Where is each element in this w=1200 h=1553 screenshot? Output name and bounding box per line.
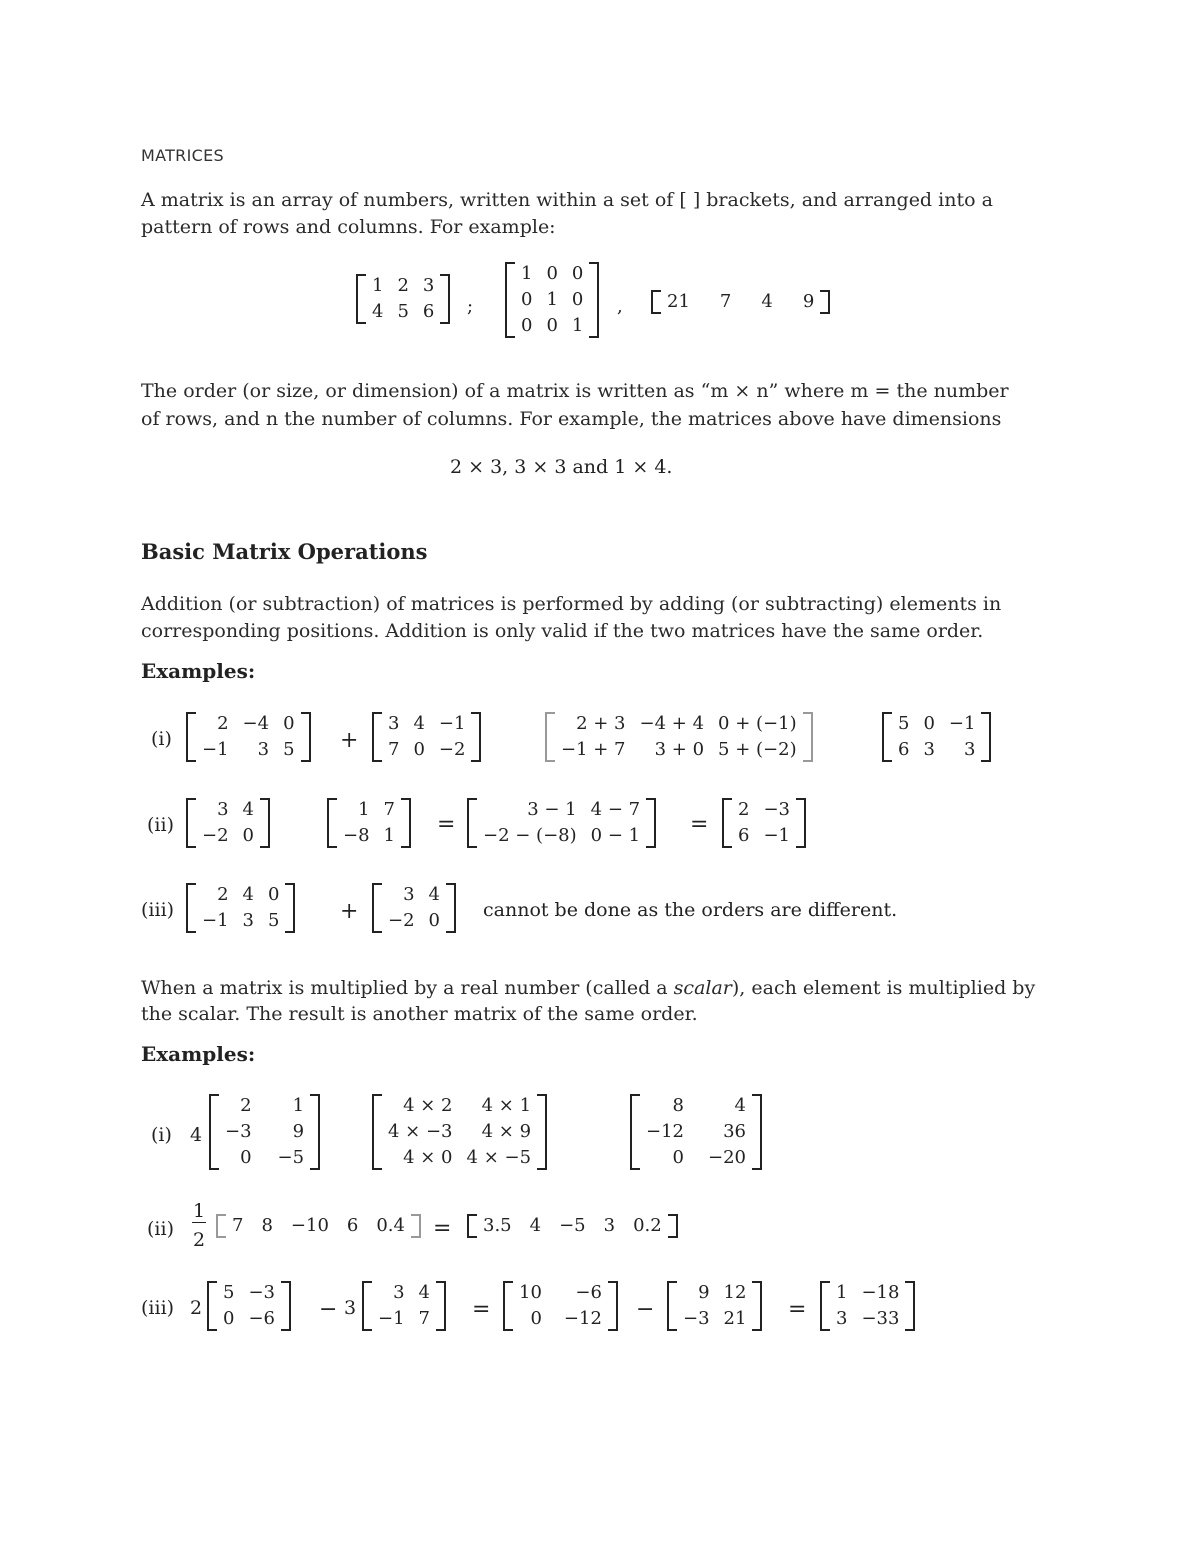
matrix-entry: 8	[672, 1095, 684, 1116]
matrix-entry: 0	[283, 713, 295, 734]
matrix-entry: 4 × −3	[388, 1121, 453, 1142]
matrix-entry: 1	[383, 825, 395, 846]
minus-sign: −	[319, 1297, 338, 1322]
matrix-entry: 0	[428, 910, 440, 931]
matrix-entry: 0	[413, 739, 425, 760]
matrix-entry: 2	[738, 799, 750, 820]
matrix-entry: 4	[418, 1282, 430, 1303]
matrix-entry: −4	[242, 713, 270, 734]
matrix-entries	[382, 883, 446, 933]
matrix-c	[503, 1281, 618, 1331]
right-bracket	[411, 1214, 421, 1238]
right-bracket	[608, 1281, 618, 1331]
matrix-entry: 9	[292, 1121, 305, 1142]
matrix-entry: 5	[283, 739, 295, 760]
matrix-entry: 4 − 7	[590, 799, 641, 820]
left-bracket	[503, 1281, 513, 1331]
addition-line-2: corresponding positions. Addition is only valid if the two matrices have the same order.	[141, 620, 984, 642]
matrix-entries	[382, 712, 471, 762]
matrix-entry: 5	[397, 301, 409, 322]
matrix-entry: −1 + 7	[561, 739, 626, 760]
matrix-entry: 3	[403, 884, 415, 905]
matrix-entries	[337, 798, 401, 848]
left-bracket	[467, 1214, 477, 1238]
left-bracket	[545, 712, 555, 762]
matrix-entry: 4	[761, 291, 773, 312]
right-bracket	[905, 1281, 915, 1331]
matrix-b	[362, 1281, 446, 1331]
matrix-entry: −3	[248, 1282, 275, 1303]
matrix-entry: 0	[240, 1147, 252, 1168]
matrix-entry: 3	[964, 739, 976, 760]
matrix-entries	[677, 1281, 752, 1331]
plus-sign: +	[340, 728, 359, 753]
left-bracket	[651, 290, 661, 314]
addition-line-1: Addition (or subtraction) of matrices is performed by adding (or subtracting) elements in	[141, 593, 1002, 615]
right-bracket	[820, 290, 830, 314]
matrix-entry: −33	[861, 1308, 900, 1329]
matrix-entry: −3	[225, 1121, 252, 1142]
left-bracket	[882, 712, 892, 762]
matrix-entries	[515, 262, 589, 338]
scalar-text: ), each element is multiplied by	[731, 977, 1036, 999]
scalar-factor: 2	[190, 1297, 203, 1319]
matrix-entry: −1	[202, 910, 229, 931]
matrix-entry: 12	[723, 1282, 747, 1303]
matrix-entries	[366, 274, 440, 324]
right-bracket	[803, 712, 813, 762]
left-bracket	[356, 274, 366, 324]
right-bracket	[310, 1094, 320, 1170]
right-bracket	[281, 1281, 291, 1331]
matrix-entry: −2	[388, 910, 415, 931]
example-matrix-3x3	[505, 262, 599, 338]
matrix-sum-expression	[545, 712, 813, 762]
intro-line-1: A matrix is an array of numbers, written within a set of [ ] brackets, and arranged into a	[141, 189, 993, 211]
matrix-entries	[892, 712, 981, 762]
matrix-entry: 0	[223, 1308, 235, 1329]
matrix-entry: 3	[242, 910, 254, 931]
matrix-d	[667, 1281, 762, 1331]
matrix-entries	[196, 883, 285, 933]
matrix-a	[207, 1281, 291, 1331]
matrix-entry: 9	[698, 1282, 710, 1303]
matrix-entry: 4	[372, 301, 384, 322]
matrix-result	[882, 712, 991, 762]
matrix-entry: 7	[388, 739, 400, 760]
right-bracket	[981, 712, 991, 762]
matrix-entries	[382, 1094, 537, 1170]
matrix-entry: 0 − 1	[590, 825, 641, 846]
left-bracket	[505, 262, 515, 338]
scalar-line-2: the scalar. The result is another matrix of the same order.	[141, 1003, 698, 1025]
matrix-entry: 4 × 0	[403, 1147, 453, 1168]
matrix-entry: 0	[242, 825, 254, 846]
matrix-entry: 4	[428, 884, 440, 905]
matrix-entry: 7	[383, 799, 395, 820]
matrix-entry: −1	[438, 713, 466, 734]
matrix-entry: 3 − 1	[527, 799, 577, 820]
matrix-entry: 2	[217, 713, 229, 734]
matrix-entry: 4 × 9	[481, 1121, 532, 1142]
matrix-b	[372, 883, 456, 933]
matrix-entry: −10	[290, 1215, 329, 1236]
fraction-denominator: 2	[192, 1229, 206, 1251]
example-matrix-1x4	[651, 290, 830, 314]
example-label: (i)	[151, 728, 172, 750]
matrix-entry: −1	[763, 825, 790, 846]
matrix-entry: 3	[393, 1282, 405, 1303]
matrix-entry: 3	[603, 1215, 616, 1236]
matrix-entry: −5	[277, 1147, 305, 1168]
matrix-entry: 2	[397, 275, 409, 296]
left-bracket	[207, 1281, 217, 1331]
left-bracket	[327, 798, 337, 848]
matrix-entry: −12	[646, 1121, 684, 1142]
right-bracket	[796, 798, 806, 848]
plus-sign: +	[340, 899, 359, 924]
matrix-entry: 3	[923, 739, 935, 760]
right-bracket	[752, 1094, 762, 1170]
scalar-factor: 4	[190, 1124, 203, 1146]
right-bracket	[401, 798, 411, 848]
matrix-entry: 0 + (−1)	[718, 713, 797, 734]
matrix-entry: 1	[546, 289, 558, 310]
matrix-entry: −2 − (−8)	[483, 825, 577, 846]
example-matrix-2x3	[356, 274, 450, 324]
fraction-numerator: 1	[192, 1200, 206, 1222]
example-note: cannot be done as the orders are different.	[483, 899, 898, 921]
scalar-text: When a matrix is multiplied by a real number (called a	[141, 977, 674, 999]
matrix-entries	[219, 1094, 310, 1170]
left-bracket	[820, 1281, 830, 1331]
matrix-b	[372, 712, 481, 762]
matrix-result	[820, 1281, 915, 1331]
matrix-entry: 7	[418, 1308, 430, 1329]
left-bracket	[372, 883, 382, 933]
order-line-1: The order (or size, or dimension) of a matrix is written as “m × n” where m = the number	[141, 380, 1009, 402]
matrix-entries	[226, 1214, 411, 1238]
right-bracket	[301, 712, 311, 762]
matrix-entry: 6	[738, 825, 750, 846]
right-bracket	[471, 712, 481, 762]
separator: ,	[617, 296, 623, 317]
matrix-entry: 6	[898, 739, 910, 760]
matrix-entry: 0	[521, 315, 533, 336]
right-bracket	[285, 883, 295, 933]
matrix-a	[209, 1094, 320, 1170]
matrix-entry: 4	[734, 1095, 746, 1116]
matrix-entry: −3	[683, 1308, 710, 1329]
scalar-line-1	[141, 974, 1035, 1002]
matrix-entry: 0	[571, 289, 584, 310]
matrix-entry: 4	[413, 713, 425, 734]
matrix-entry: −20	[708, 1147, 746, 1168]
right-bracket	[440, 274, 450, 324]
matrix-entries	[513, 1281, 608, 1331]
matrix-entry: −5	[559, 1215, 586, 1236]
left-bracket	[186, 798, 196, 848]
matrix-entry: 21	[667, 291, 690, 312]
left-bracket	[467, 798, 477, 848]
right-bracket	[752, 1281, 762, 1331]
matrix-result	[722, 798, 806, 848]
matrix-entry: 7	[232, 1215, 244, 1236]
matrix-entry: 3	[422, 275, 435, 296]
section-heading: Basic Matrix Operations	[141, 539, 428, 564]
matrix-result	[630, 1094, 762, 1170]
matrix-entry: −3	[763, 799, 790, 820]
matrix-entry: 4	[242, 799, 254, 820]
example-label: (ii)	[147, 1218, 174, 1240]
matrix-entry: 0	[521, 289, 533, 310]
matrix-entry: 0	[672, 1147, 684, 1168]
matrix-entry: 1	[292, 1095, 305, 1116]
matrix-entry: −18	[861, 1282, 900, 1303]
matrix-difference-expression	[467, 798, 656, 848]
matrix-entry: −6	[575, 1282, 602, 1303]
matrix-entry: 7	[719, 291, 732, 312]
matrix-entries	[555, 712, 803, 762]
matrix-entry: 0.2	[633, 1215, 662, 1236]
matrix-a	[186, 712, 311, 762]
equals-sign: =	[437, 812, 456, 837]
right-bracket	[668, 1214, 678, 1238]
example-label: (iii)	[141, 1297, 175, 1319]
matrix-entry: 10	[519, 1282, 542, 1303]
matrix-entry: 3	[836, 1308, 848, 1329]
scalar-term: scalar	[673, 977, 732, 999]
matrix-entry: 6	[346, 1215, 359, 1236]
matrix-entry: −8	[343, 825, 370, 846]
matrix-entry: 4 × 1	[481, 1095, 532, 1116]
matrix-entry: 6	[422, 301, 435, 322]
matrix-entry: 4 × 2	[403, 1095, 453, 1116]
matrix-entry: −2	[438, 739, 466, 760]
examples-label: Examples:	[141, 659, 256, 683]
matrix-entry: −1	[202, 739, 229, 760]
matrix-entries	[732, 798, 796, 848]
right-bracket	[537, 1094, 547, 1170]
matrix-entry: 2 + 3	[576, 713, 626, 734]
left-bracket	[209, 1094, 219, 1170]
left-bracket	[186, 712, 196, 762]
matrix-entries	[661, 290, 820, 314]
matrix-b	[327, 798, 411, 848]
matrix-entry: 3	[257, 739, 270, 760]
matrix-entries	[196, 798, 260, 848]
matrix-a	[186, 798, 270, 848]
left-bracket	[722, 798, 732, 848]
equals-sign: =	[788, 1297, 807, 1322]
matrix-entry: 4	[242, 884, 254, 905]
left-bracket	[216, 1214, 226, 1238]
dimensions-list: 2 × 3, 3 × 3 and 1 × 4.	[450, 456, 673, 478]
matrix-entry: 21	[723, 1308, 747, 1329]
row-matrix-a	[216, 1214, 421, 1238]
matrix-entries	[477, 1214, 668, 1238]
matrix-entry: −4 + 4	[639, 713, 705, 734]
example-label: (ii)	[147, 814, 174, 836]
matrix-entry: 36	[723, 1121, 746, 1142]
matrix-entries	[196, 712, 301, 762]
equals-sign: =	[690, 812, 709, 837]
example-label: (i)	[151, 1124, 172, 1146]
matrix-entry: 1	[836, 1282, 848, 1303]
matrix-entries	[217, 1281, 281, 1331]
matrix-entry: 4	[529, 1215, 542, 1236]
examples-label: Examples:	[141, 1042, 256, 1066]
document-title: MATRICES	[141, 146, 224, 165]
example-label: (iii)	[141, 899, 175, 921]
matrix-entry: 2	[240, 1095, 252, 1116]
matrix-entry: 0	[530, 1308, 542, 1329]
matrix-entry: −1	[948, 713, 976, 734]
matrix-entry: 5	[268, 910, 280, 931]
matrix-entries	[830, 1281, 905, 1331]
left-bracket	[630, 1094, 640, 1170]
matrix-entry: 1	[521, 263, 533, 284]
right-bracket	[260, 798, 270, 848]
matrix-entry: 5 + (−2)	[718, 739, 797, 760]
left-bracket	[362, 1281, 372, 1331]
matrix-entry: 0	[923, 713, 935, 734]
matrix-a	[186, 883, 295, 933]
matrix-entry: −1	[378, 1308, 405, 1329]
matrix-entry: 3 + 0	[654, 739, 705, 760]
matrix-entry: 0	[546, 315, 558, 336]
matrix-entries	[477, 798, 646, 848]
matrix-entry: 3	[217, 799, 229, 820]
equals-sign: =	[433, 1216, 452, 1241]
matrix-entry: 3.5	[483, 1215, 512, 1236]
right-bracket	[446, 883, 456, 933]
matrix-entry: 9	[802, 291, 815, 312]
matrix-entry: 8	[261, 1215, 273, 1236]
left-bracket	[667, 1281, 677, 1331]
row-matrix-result	[467, 1214, 678, 1238]
matrix-entries	[640, 1094, 752, 1170]
matrix-entry: 3	[388, 713, 400, 734]
matrix-entry: 0.4	[376, 1215, 405, 1236]
matrix-product-expression	[372, 1094, 547, 1170]
matrix-entry: 1	[571, 315, 584, 336]
matrix-entry: 0	[268, 884, 280, 905]
matrix-entry: 0	[546, 263, 558, 284]
left-bracket	[372, 712, 382, 762]
matrix-entry: 4 × −5	[466, 1147, 532, 1168]
matrix-entry: 1	[358, 799, 370, 820]
matrix-entry: −2	[202, 825, 229, 846]
matrix-entry: 5	[223, 1282, 235, 1303]
minus-sign: −	[636, 1297, 655, 1322]
equals-sign: =	[472, 1297, 491, 1322]
right-bracket	[436, 1281, 446, 1331]
intro-line-2: pattern of rows and columns. For example:	[141, 216, 556, 238]
matrix-entry: 0	[571, 263, 584, 284]
left-bracket	[186, 883, 196, 933]
matrix-entry: 2	[217, 884, 229, 905]
right-bracket	[589, 262, 599, 338]
separator: ;	[467, 296, 474, 317]
scalar-factor: 3	[344, 1297, 357, 1319]
matrix-entry: 5	[898, 713, 910, 734]
matrix-entry: −6	[248, 1308, 275, 1329]
right-bracket	[646, 798, 656, 848]
left-bracket	[372, 1094, 382, 1170]
matrix-entries	[372, 1281, 436, 1331]
order-line-2: of rows, and n the number of columns. For example, the matrices above have dimensions	[141, 408, 1002, 430]
matrix-entry: −12	[563, 1308, 602, 1329]
matrix-entry: 1	[372, 275, 384, 296]
